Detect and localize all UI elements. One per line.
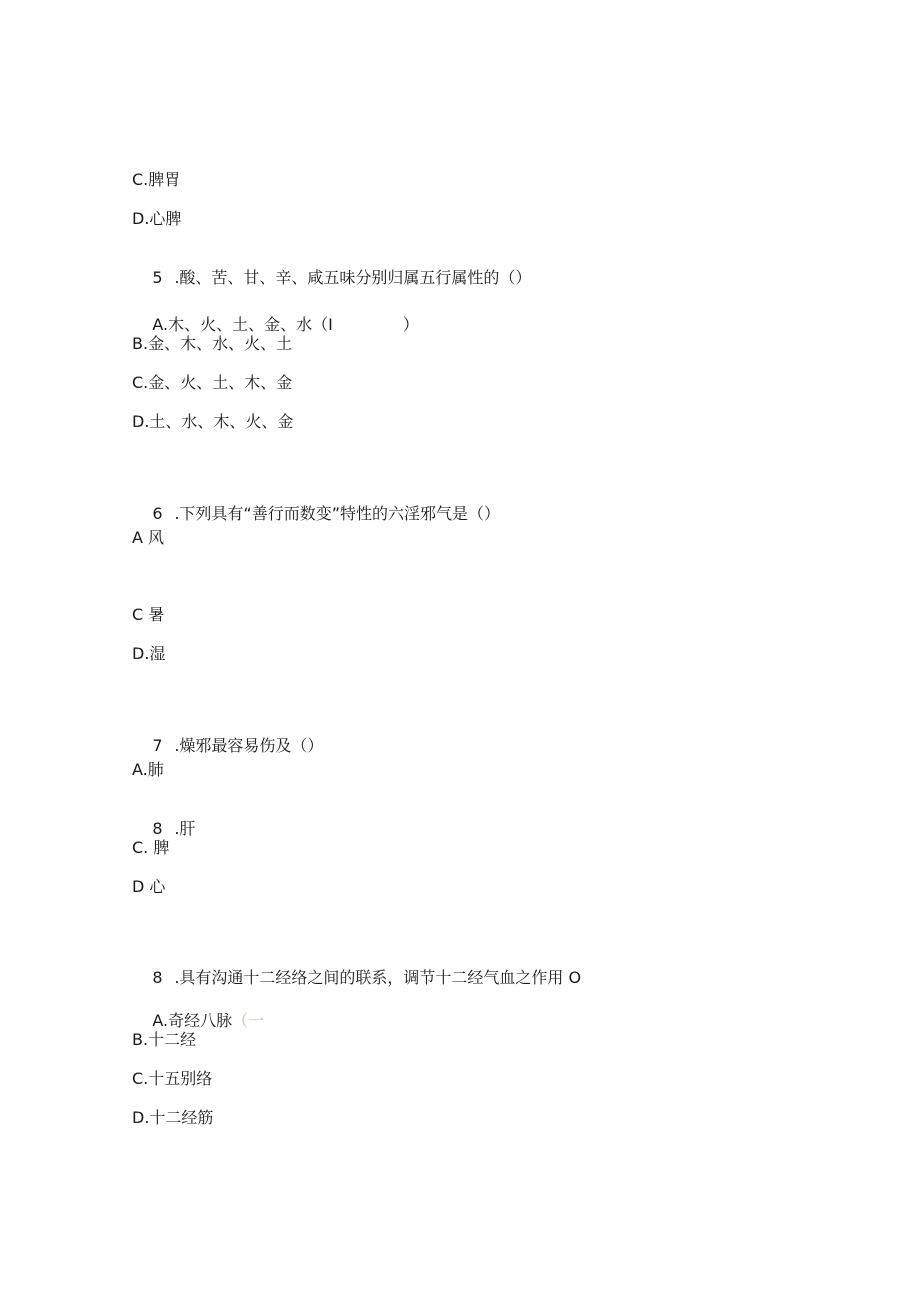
option-d-q5: D.土、水、木、火、金	[132, 412, 294, 431]
option-c-q7: C. 脾	[132, 838, 170, 857]
option-text: A.奇经八脉	[152, 1011, 233, 1030]
option-c-q4: C.脾胃	[132, 170, 181, 189]
option-a-q7: A.肺	[132, 760, 164, 779]
option-text: .肝	[174, 819, 196, 838]
option-text: A.木、火、土、金、水（I	[152, 315, 333, 334]
option-c-q8: C.十五别络	[132, 1069, 213, 1088]
question-text: .酸、苦、甘、辛、咸五味分别归属五行属性的（）	[174, 268, 532, 287]
question-number: 6	[152, 504, 163, 523]
option-c-q5: C.金、火、土、木、金	[132, 373, 293, 392]
question-text: .燥邪最容易伤及（）	[174, 736, 324, 755]
question-6	[132, 484, 500, 544]
option-d-q6: D.湿	[132, 644, 166, 663]
option-d-q4: D.心脾	[132, 209, 182, 228]
option-c-q6: C 暑	[132, 605, 165, 624]
option-b-q8: B.十二经	[132, 1030, 197, 1049]
option-text-close: ）	[402, 315, 419, 334]
question-number: 8	[152, 968, 163, 987]
faint-mark: （一	[232, 1011, 265, 1030]
option-number: 8	[152, 819, 163, 838]
option-b-q5: B.金、木、水、火、土	[132, 334, 293, 353]
option-a-q6: A 风	[132, 528, 165, 547]
question-number: 5	[152, 268, 163, 287]
question-text: .具有沟通十二经络之间的联系，调节十二经气血之作用 O	[174, 968, 582, 987]
question-number: 7	[152, 736, 163, 755]
option-d-q8: D.十二经筋	[132, 1108, 214, 1127]
question-text: .下列具有“善行而数变”特性的六淫邪气是（）	[174, 504, 501, 523]
option-d-q7: D 心	[132, 877, 166, 896]
